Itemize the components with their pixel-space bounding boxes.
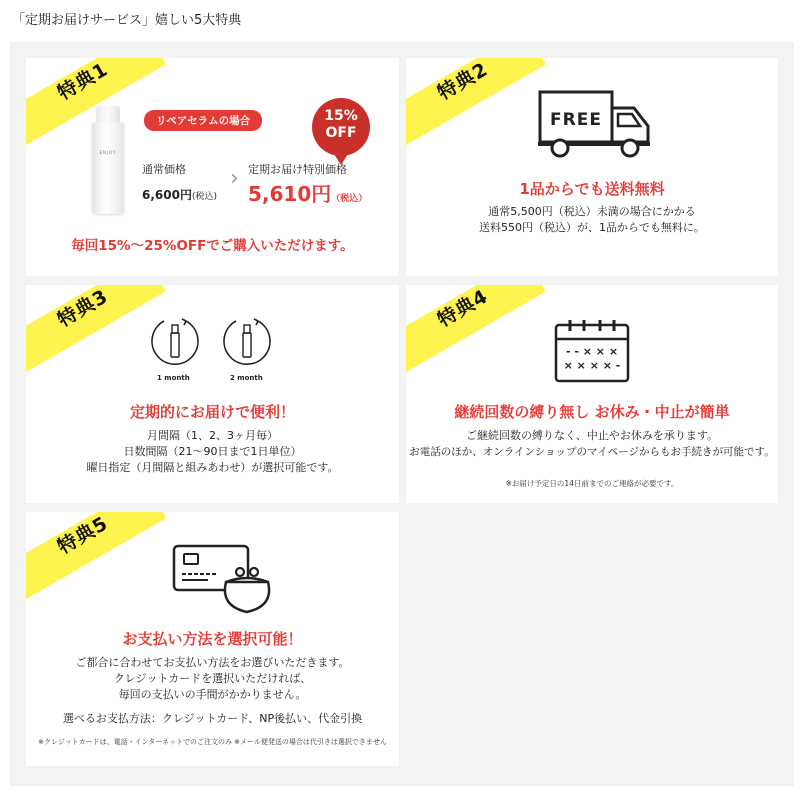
discount-off: OFF bbox=[325, 125, 357, 141]
benefit5-heading: お支払い方法を選択可能！ bbox=[122, 630, 303, 648]
regular-price-tax: (税込) bbox=[191, 192, 217, 202]
benefit3-line2: 日数間隔（21〜90日まで1日単位） bbox=[123, 445, 302, 458]
delivery-cycle-icon bbox=[220, 315, 274, 369]
benefit2-line1: 通常5,500円（税込）未満の場合にかかる bbox=[488, 205, 696, 218]
benefit4-heading: 継続回数の縛り無し お休み・中止が簡単 bbox=[454, 403, 730, 421]
cycle2-label: 2 month bbox=[230, 374, 263, 382]
page-title: 「定期お届けサービス」嬉しい5大特典 bbox=[12, 13, 242, 28]
benefit3-heading: 定期的にお届けで便利！ bbox=[129, 403, 295, 421]
regular-price-value: 6,600円 bbox=[142, 188, 192, 202]
benefit5-note: ※クレジットカードは、電話・インターネットでのご注文のみ ※メール便発送の場合は代引きは選択できません bbox=[38, 738, 387, 746]
regular-price-label: 通常価格 bbox=[142, 163, 186, 176]
benefit5-methods: 選べるお支払方法：クレジットカード、NP後払い、代金引換 bbox=[62, 712, 363, 725]
discount-percent: 15% bbox=[324, 108, 358, 124]
benefit4-note: ※お届け予定日の14日前までのご連絡が必要です。 bbox=[505, 479, 679, 488]
ribbon-label: 特典3 bbox=[54, 285, 112, 332]
benefits-panel bbox=[10, 42, 794, 786]
benefit5-line1: ご都合に合わせてお支払い方法をお選びいただきます。 bbox=[75, 656, 350, 669]
benefit1-headline: 毎回15%〜25%OFFでご購入いただけます。 bbox=[71, 238, 354, 254]
benefit3-line1: 月間隔（1、2、3ヶ月毎） bbox=[147, 429, 278, 442]
delivery-cycle-icon bbox=[148, 315, 202, 369]
calendar-icon bbox=[554, 319, 630, 383]
benefit4-line2: お電話のほか、オンラインショップのマイページからもお手続きが可能です。 bbox=[409, 446, 775, 458]
benefit3-line3: 曜日指定（月間隔と組みあわせ）が選択可能です。 bbox=[86, 461, 339, 474]
benefit-card-2 bbox=[406, 58, 778, 276]
benefit5-line3: 毎回の支払いの手間がかかりません。 bbox=[118, 688, 307, 701]
cycle1-label: 1 month bbox=[157, 374, 190, 382]
special-price-value: 5,610円 bbox=[248, 182, 332, 206]
chevron-right-icon: › bbox=[230, 166, 239, 191]
benefit-card-5 bbox=[26, 512, 399, 766]
bottle-label: ENJOY bbox=[99, 150, 117, 155]
special-price bbox=[248, 178, 367, 207]
regular-price bbox=[142, 186, 217, 203]
ribbon-label: 特典4 bbox=[434, 285, 492, 332]
truck-free-label: FREE bbox=[550, 110, 602, 130]
benefit-card-4 bbox=[406, 285, 778, 503]
ribbon-label: 特典2 bbox=[434, 58, 492, 105]
svg-text:× × × × -: × × × × - bbox=[563, 359, 621, 372]
benefit5-line2: クレジットカードを選択いただければ、 bbox=[113, 672, 312, 685]
benefit2-heading: 1品からでも送料無料 bbox=[519, 180, 665, 198]
svg-text:- - × × ×: - - × × × bbox=[565, 345, 619, 358]
benefit-card-1 bbox=[26, 58, 399, 276]
special-price-tax: （税込） bbox=[331, 194, 368, 204]
discount-badge bbox=[312, 98, 370, 156]
special-price-label: 定期お届け特別価格 bbox=[248, 163, 347, 176]
ribbon-label: 特典5 bbox=[54, 512, 112, 559]
product-pill: リペアセラムの場合 bbox=[144, 110, 262, 131]
benefit2-line2: 送料550円（税込）が、1品からでも無料に。 bbox=[479, 221, 705, 234]
coin-purse-icon bbox=[218, 566, 276, 616]
benefit4-line1: ご継続回数の縛りなく、中止やお休みを承ります。 bbox=[466, 429, 718, 442]
benefit-card-3 bbox=[26, 285, 399, 503]
serum-bottle-image bbox=[92, 106, 124, 214]
ribbon-label: 特典1 bbox=[54, 58, 112, 105]
